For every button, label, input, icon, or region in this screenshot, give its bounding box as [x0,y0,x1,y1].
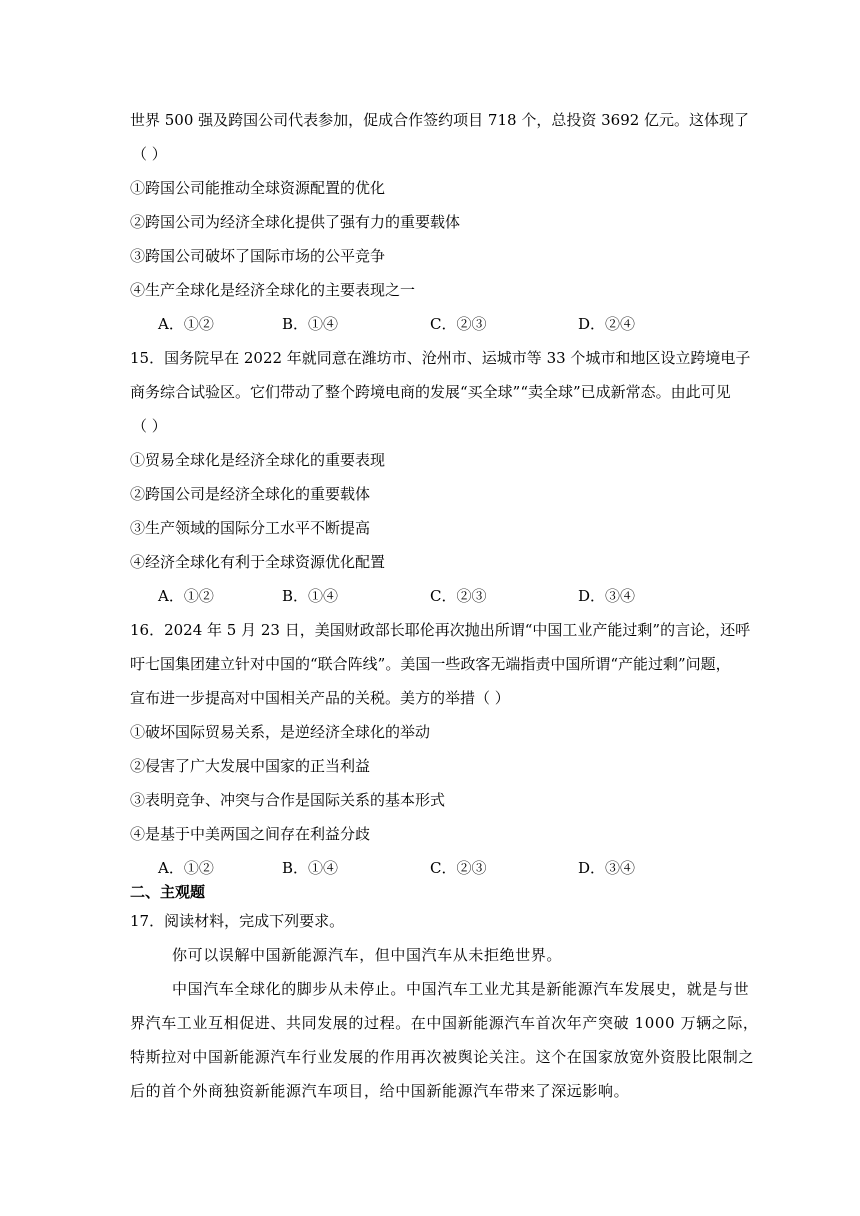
q17-stem: 17．阅读材料，完成下列要求。 [130,912,345,930]
q14-option-b[interactable]: B．①④ [282,315,339,333]
q14-stem-end: 世界 500 强及跨国公司代表参加，促成合作签约项目 718 个，总投资 3692 亿元。这体现了 [130,111,750,129]
q15-option-b[interactable]: B．①④ [282,587,339,605]
q15-option-c[interactable]: C．②③ [430,587,487,605]
q16-option-b[interactable]: B．①④ [282,859,339,877]
q17-material-line-3: 界汽车工业互相促进、共同发展的过程。在中国新能源汽车首次年产突破 1000 万辆之际， [130,1014,759,1032]
q15-statement-2: ②跨国公司是经济全球化的重要载体 [130,485,371,503]
q14-answer-paren: （ ） [132,145,167,163]
q17-material-line-4: 特斯拉对中国新能源汽车行业发展的作用再次被舆论关注。这个在国家放宽外资股比限制之 [130,1048,755,1066]
q15-stem-line-1: 15．国务院早在 2022 年就同意在潍坊市、沧州市、运城市等 33 个城市和地区设立跨境电子 [130,349,751,367]
q16-option-d[interactable]: D．③④ [578,859,636,877]
q14-statement-3: ③跨国公司破坏了国际市场的公平竞争 [130,247,386,265]
q16-option-a[interactable]: A．①② [158,859,214,877]
q16-stem-line-3: 宣布进一步提高对中国相关产品的关税。美方的举措（ ） [130,689,510,707]
q17-material-line-2: 中国汽车全球化的脚步从未停止。中国汽车工业尤其是新能源汽车发展史，就是与世 [172,980,750,998]
section-heading: 二、主观题 [130,883,206,901]
q16-option-c[interactable]: C．②③ [430,859,487,877]
q17-material-line-1: 你可以误解中国新能源汽车，但中国汽车从未拒绝世界。 [172,946,563,964]
q14-statement-4: ④生产全球化是经济全球化的主要表现之一 [130,281,416,299]
q14-statement-1: ①跨国公司能推动全球资源配置的优化 [130,179,386,197]
q16-statement-3: ③表明竞争、冲突与合作是国际关系的基本形式 [130,791,446,809]
q16-statement-4: ④是基于中美两国之间存在利益分歧 [130,825,371,843]
q14-option-d[interactable]: D．②④ [578,315,636,333]
q14-option-c[interactable]: C．②③ [430,315,487,333]
q16-statement-1: ①破坏国际贸易关系，是逆经济全球化的举动 [130,723,431,741]
q15-statement-4: ④经济全球化有利于全球资源优化配置 [130,553,386,571]
q14-statement-2: ②跨国公司为经济全球化提供了强有力的重要载体 [130,213,461,231]
q15-option-a[interactable]: A．①② [158,587,214,605]
q16-stem-line-2: 吁七国集团建立针对中国的“联合阵线”。美国一些政客无端指责中国所谓“产能过剩”问题， [130,655,731,673]
q16-statement-2: ②侵害了广大发展中国家的正当利益 [130,757,371,775]
q15-statement-3: ③生产领域的国际分工水平不断提高 [130,519,371,537]
q14-option-a[interactable]: A．①② [158,315,214,333]
q15-stem-line-2: 商务综合试验区。它们带动了整个跨境电商的发展“买全球”“卖全球”已成新常态。由此可见 [130,383,731,401]
q17-material-line-5: 后的首个外商独资新能源汽车项目，给中国新能源汽车带来了深远影响。 [130,1082,630,1100]
q15-option-d[interactable]: D．③④ [578,587,636,605]
q16-stem-line-1: 16．2024 年 5 月 23 日，美国财政部长耶伦再次抛出所谓“中国工业产能过剩”的言论，还呼 [130,621,751,639]
q15-statement-1: ①贸易全球化是经济全球化的重要表现 [130,451,386,469]
q15-answer-paren: （ ） [132,417,167,435]
